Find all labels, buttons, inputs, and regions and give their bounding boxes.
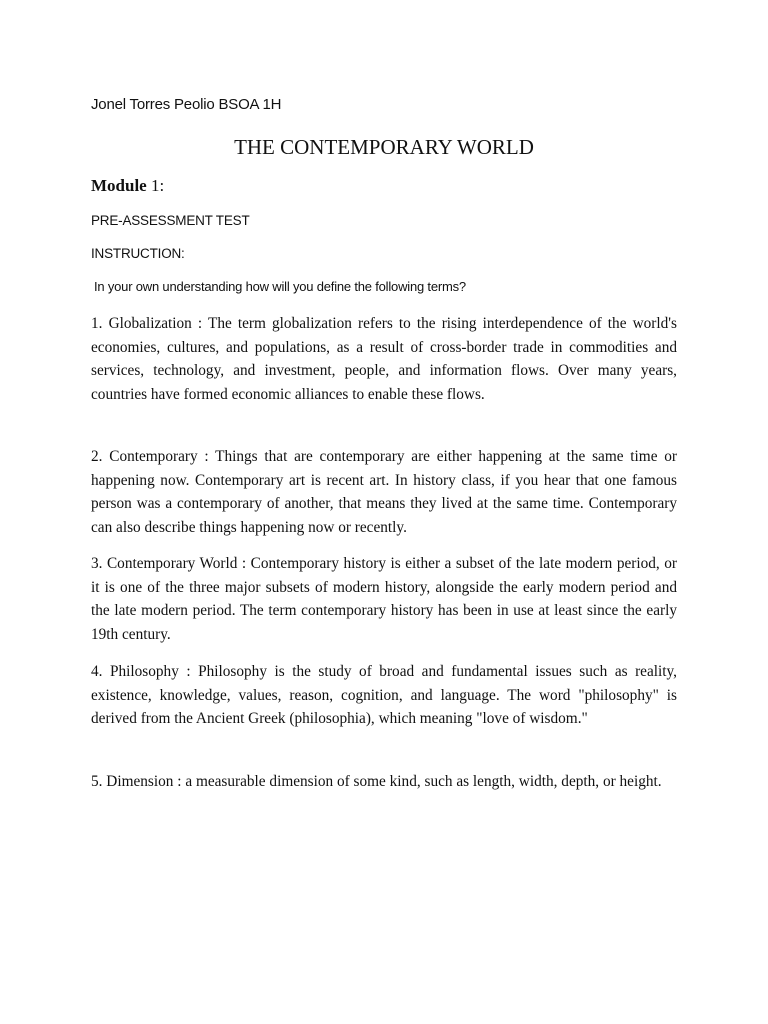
term-philosophy: 4. Philosophy : Philosophy is the study of broad and fundamental issues such as reality, existence, knowledge, values, reason, cognition, and language. The word "philosophy" is derived from the Ancient Greek (philosophia), which meaning "love of wisdom."	[91, 663, 677, 727]
term-contemporary: 2. Contemporary : Things that are contemporary are either happening at the same time or happening now. Contemporary art is recent art. In history class, if you hear that one famous person was a contemporary of another, that means they lived at the same time. Contemporary can also describe things happening now or recently.	[91, 448, 677, 536]
instruction-label: INSTRUCTION:	[91, 246, 185, 261]
term-dimension: 5. Dimension : a measurable dimension of some kind, such as length, width, depth, or height.	[91, 773, 662, 790]
term-contemporary-world: 3. Contemporary World : Contemporary history is either a subset of the late modern period, or it is one of the three major subsets of modern history, alongside the early modern period and the late modern period. The term contemporary history has been in use at least since the early 19th century.	[91, 555, 677, 643]
module-label: Module	[91, 176, 147, 195]
document-title: THE CONTEMPORARY WORLD	[234, 135, 534, 159]
author-line: Jonel Torres Peolio BSOA 1H	[91, 96, 282, 113]
module-number: 1:	[150, 176, 165, 195]
term-globalization: 1. Globalization : The term globalization refers to the rising interdependence of the world's economies, cultures, and populations, as a result of cross-border trade in commodities and services, technology, and investment, people, and information flows. Over many years, countries have formed economic alliances to enable these flows.	[91, 315, 677, 403]
module-heading	[91, 176, 164, 196]
instruction-prompt: In your own understanding how will you define the following terms?	[94, 279, 466, 294]
section-heading: PRE-ASSESSMENT TEST	[91, 213, 250, 228]
